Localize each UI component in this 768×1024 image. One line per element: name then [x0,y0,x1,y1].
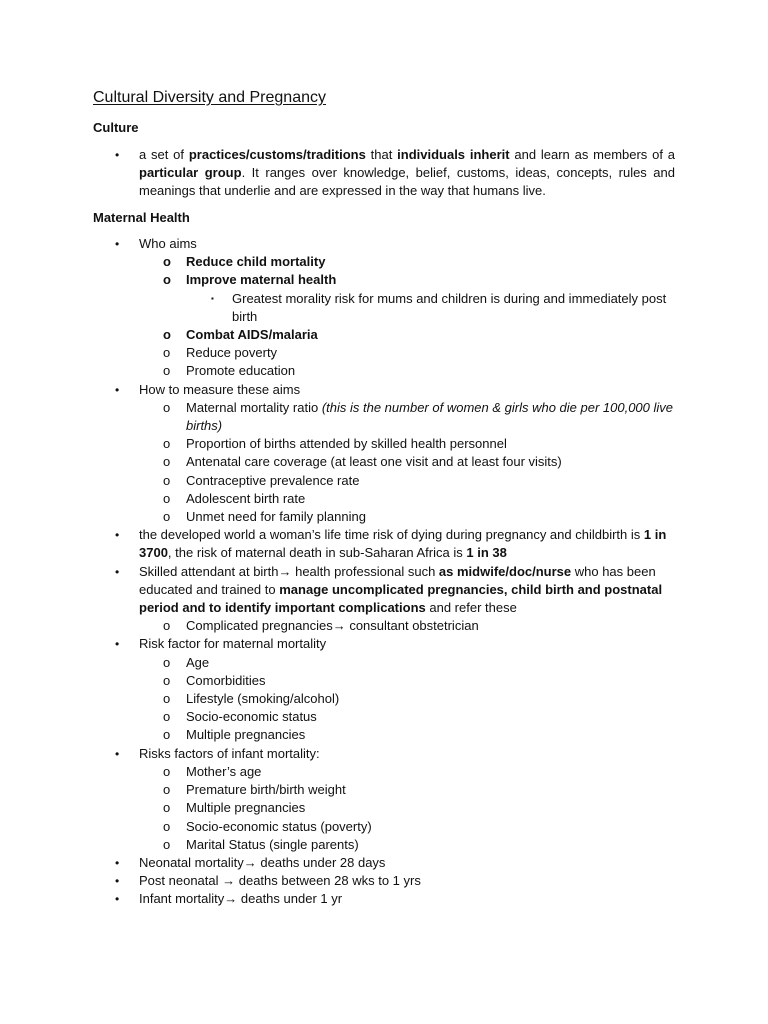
list-item-text [186,345,277,360]
bullet-marker: o [163,254,171,270]
document-title: Cultural Diversity and Pregnancy [93,89,326,106]
arrow-icon: → [222,873,236,889]
bullet-marker: o [163,272,171,288]
text-run: Neonatal mortality [139,854,244,870]
text-run: practices/customs/traditions [188,147,366,162]
bullet-marker: • [115,564,120,579]
text-run: Lifestyle (smoking/alcohol) [186,691,340,707]
list-item [93,654,675,672]
text-run: Contraceptive prevalence rate [186,472,360,488]
list-item-text [186,254,325,269]
text-run: the developed world a woman’s life time risk of dying during pregnancy and childbirth is [139,527,644,543]
text-run: Combat AIDS/malaria [186,327,318,343]
text-run: Proportion of births attended by skilled health personnel [186,436,507,452]
text-run: (this is the number of women & girls who die per 100,000 live births) [186,399,674,434]
text-run: that [365,147,398,162]
list-item [93,872,675,890]
list-item [93,672,675,690]
text-run: Post neonatal [139,873,223,889]
arrow-icon: → [332,618,346,634]
text-run: Comorbidities [186,672,266,688]
list-item-text [186,673,265,688]
bullet-marker: o [163,363,171,379]
list-item [93,253,675,271]
text-run: 1 in 38 [466,545,507,561]
list-item-text [186,436,507,451]
list-item-text [186,800,305,815]
list-item [93,781,675,799]
text-run: How to measure these aims [139,381,301,397]
text-run: Infant mortality [139,891,225,907]
bullet-marker: • [115,855,120,870]
list-item [93,472,675,490]
list-item [93,290,675,326]
list-item [93,745,675,763]
text-run: Multiple pregnancies [186,727,306,743]
text-run: deaths under 1 yr [237,891,343,907]
text-run: Reduce poverty [186,345,278,361]
text-run: Marital Status (single parents) [186,836,359,852]
text-run: . It ranges over knowledge, belief, customs, ideas, concepts, rules and meanings that underlie and are expressed in the way that humans live. [139,165,675,199]
bullet-marker: o [163,509,171,525]
list-item-text [139,236,197,251]
text-run: and learn as members of a [509,147,675,162]
list-item [93,854,675,872]
bullet-marker: o [163,818,171,834]
list-item [93,690,675,708]
maternal-health-heading: Maternal Health [93,210,190,225]
list-item-text [139,873,421,888]
list-item [93,617,675,635]
list-item [93,381,675,399]
bullet-marker: o [163,800,171,816]
list-item [93,890,675,908]
culture-heading: Culture [93,120,139,135]
bullet-marker: • [115,382,120,397]
list-item-text [232,291,666,324]
list-item-text [186,709,317,724]
bullet-marker: o [163,672,171,688]
bullet-marker: o [163,836,171,852]
list-item-text [186,400,673,433]
bullet-marker: o [163,454,171,470]
list-item [93,146,675,201]
bullet-marker: o [163,472,171,488]
text-run: , the risk of maternal death in sub-Saharan Africa is [167,545,467,561]
text-run: Mother’s age [186,763,262,779]
list-item-text [186,509,366,524]
list-item [93,799,675,817]
text-run: Premature birth/birth weight [186,782,346,798]
bullet-marker: • [115,637,120,652]
text-run: Skilled attendant at birth [139,563,279,579]
list-item [93,508,675,526]
text-run: deaths under 28 days [256,854,386,870]
list-item [93,271,675,289]
bullet-marker: o [163,618,171,634]
list-item-text [186,454,562,469]
bullet-marker: o [163,691,171,707]
list-item-text [186,363,295,378]
text-run: who has been educated and trained to [139,563,656,597]
list-item [93,726,675,744]
text-run: deaths between 28 wks to 1 yrs [235,873,421,889]
text-run: individuals inherit [397,147,510,162]
list-item-text [186,782,346,797]
list-item [93,344,675,362]
list-item-text [139,891,342,906]
text-run: Who aims [139,236,197,251]
list-item [93,435,675,453]
text-run: as midwife/doc/nurse [438,563,572,579]
bullet-marker: • [115,746,120,761]
bullet-marker: • [115,148,120,162]
bullet-marker: o [163,654,171,670]
list-item-text [186,491,305,506]
bullet-marker: o [163,782,171,798]
list-item-text [186,691,339,706]
text-run: Socio-economic status (poverty) [186,818,372,834]
list-item-text [139,527,666,560]
text-run: Improve maternal health [186,272,337,288]
bullet-marker: • [115,528,120,543]
text-run: Antenatal care coverage (at least one visit and at least four visits) [186,454,562,470]
list-item [93,453,675,471]
bullet-marker: • [115,237,120,251]
culture-definition [139,147,675,198]
text-run: Greatest morality risk for mums and children is during and immediately post birth [232,290,667,324]
text-run: Complicated pregnancies [186,618,333,634]
bullet-marker: ▪ [211,293,214,303]
list-item-text [139,855,385,870]
text-run: Socio-economic status [186,709,317,725]
list-item-text [186,655,209,670]
list-item-text [139,746,320,761]
text-run: particular group [139,165,242,181]
culture-list [93,146,675,201]
list-item-text [139,564,662,615]
text-run: consultant obstetrician [345,618,479,634]
list-item-text [186,837,359,852]
bullet-marker: • [115,892,120,907]
list-item [93,763,675,781]
bullet-marker: o [163,436,171,452]
list-item [93,836,675,854]
bullet-marker: • [115,874,120,889]
text-run: manage uncomplicated pregnancies, child birth and postnatal period and to identify important complications [139,581,663,616]
text-run: Adolescent birth rate [186,490,306,506]
list-item-text [186,727,305,742]
list-item-text [186,327,318,342]
list-item-text [139,382,300,397]
list-item [93,326,675,344]
list-item-text [186,819,372,834]
text-run: Risk factor for maternal mortality [139,636,327,652]
list-item [93,708,675,726]
arrow-icon: → [278,563,292,579]
bullet-marker: o [163,345,171,361]
text-run: Multiple pregnancies [186,800,306,816]
text-run: 1 in 3700 [139,527,667,561]
list-item [93,563,675,618]
list-item [93,399,675,435]
list-item [93,235,675,253]
bullet-marker: o [163,763,171,779]
list-item [93,818,675,836]
list-item-text [186,473,359,488]
list-item-text [139,636,326,651]
list-item [93,526,675,562]
text-run: Risks factors of infant mortality: [139,745,320,761]
text-run: Promote education [186,363,296,379]
text-run: Reduce child mortality [186,254,326,270]
list-item [93,635,675,653]
text-run: Unmet need for family planning [186,509,366,525]
bullet-marker: o [163,327,171,343]
arrow-icon: → [243,854,257,870]
bullet-marker: o [163,727,171,743]
text-run: and refer these [425,600,517,616]
bullet-marker: o [163,490,171,506]
arrow-icon: → [224,891,238,907]
text-run: a set of [139,147,189,162]
list-item-text [186,764,261,779]
text-run: Maternal mortality ratio [186,399,322,415]
text-run: health professional such [291,563,439,579]
list-item-text [186,618,479,633]
maternal-health-list [93,235,675,909]
list-item [93,490,675,508]
list-item-text [186,272,336,287]
bullet-marker: o [163,709,171,725]
bullet-marker: o [163,399,171,415]
list-item [93,362,675,380]
text-run: Age [186,654,210,670]
